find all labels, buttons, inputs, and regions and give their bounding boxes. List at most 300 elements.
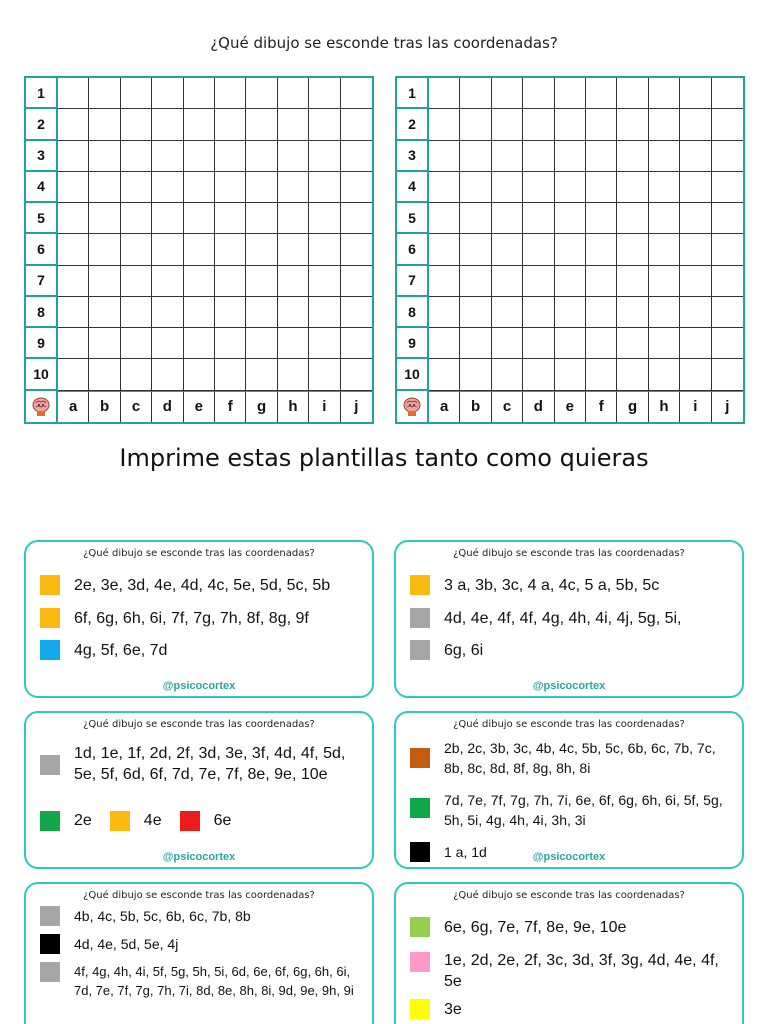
column-label: f [586, 391, 617, 422]
grid-cell[interactable] [586, 359, 617, 390]
clue-item [110, 810, 162, 831]
grid-cell[interactable] [152, 359, 183, 390]
grid-cell[interactable] [523, 328, 554, 359]
grid-cell[interactable] [341, 328, 372, 359]
grid-cell[interactable] [89, 141, 120, 172]
row-label: 7 [397, 266, 429, 297]
row-label: 8 [397, 297, 429, 328]
grid-cell[interactable] [492, 172, 523, 203]
row-label: 2 [26, 109, 58, 140]
clue-text: 4d, 4e, 5d, 5e, 4j [74, 936, 179, 952]
grid-cell[interactable] [617, 203, 648, 234]
row-label: 10 [26, 359, 58, 390]
grid-cell[interactable] [586, 78, 617, 109]
grid-cell[interactable] [278, 266, 309, 297]
grid-cell[interactable] [617, 328, 648, 359]
grid-cell[interactable] [309, 172, 340, 203]
grid-cell[interactable] [523, 172, 554, 203]
grid-cell[interactable] [246, 172, 277, 203]
grid-cell[interactable] [58, 141, 89, 172]
card-title: ¿Qué dibujo se esconde tras las coordenadas? [453, 719, 685, 730]
clue-item [40, 906, 362, 926]
grid-cell[interactable] [460, 109, 491, 140]
grid-cell[interactable] [58, 78, 89, 109]
grid-cell[interactable] [58, 359, 89, 390]
grid-cell[interactable] [523, 266, 554, 297]
grid-cell[interactable] [680, 234, 711, 265]
grid-cell[interactable] [89, 359, 120, 390]
grid-cell[interactable] [429, 297, 460, 328]
grid-cell[interactable] [429, 266, 460, 297]
grid-cell[interactable] [246, 141, 277, 172]
grid-cell[interactable] [712, 141, 743, 172]
grid-cell[interactable] [555, 109, 586, 140]
grid-cell[interactable] [184, 234, 215, 265]
clue-item [40, 640, 362, 661]
grid-cell[interactable] [492, 203, 523, 234]
clue-item [180, 810, 232, 831]
grid-cell[interactable] [680, 328, 711, 359]
grid-cell[interactable] [246, 328, 277, 359]
clue-text: 4e [143, 812, 162, 829]
grid-cell[interactable] [617, 266, 648, 297]
print-instructions: Imprime estas plantillas tanto como quieras [119, 444, 649, 472]
clue-text: 6e, 6g, 7e, 7f, 8e, 9e, 10e [444, 919, 627, 936]
grid-cell[interactable] [680, 297, 711, 328]
grid-cell[interactable] [680, 172, 711, 203]
color-swatch [40, 608, 60, 628]
grid-cell[interactable] [58, 297, 89, 328]
grid-cell[interactable] [184, 172, 215, 203]
grid-cell[interactable] [460, 297, 491, 328]
clue-card-6 [394, 882, 744, 1024]
grid-cell[interactable] [89, 172, 120, 203]
grid-cell[interactable] [309, 141, 340, 172]
grid-cell[interactable] [215, 266, 246, 297]
grid-cell[interactable] [492, 266, 523, 297]
row-label: 10 [397, 359, 429, 390]
grid-cell[interactable] [492, 78, 523, 109]
clue-text: 4d, 4e, 4f, 4f, 4g, 4h, 4i, 4j, 5g, 5i, [444, 610, 682, 627]
row-label: 2 [397, 109, 429, 140]
clue-item [410, 917, 732, 938]
row-label: 3 [397, 141, 429, 172]
color-swatch [40, 906, 60, 926]
grid-cell[interactable] [555, 266, 586, 297]
grid-cell[interactable] [309, 234, 340, 265]
grid-cell[interactable] [121, 328, 152, 359]
color-swatch [410, 640, 430, 660]
coordinate-grid-left [24, 76, 374, 424]
grid-cell[interactable] [649, 109, 680, 140]
grid-cell[interactable] [617, 109, 648, 140]
grid-cell[interactable] [309, 266, 340, 297]
grid-cell[interactable] [152, 141, 183, 172]
grid-cell[interactable] [586, 328, 617, 359]
grid-cell[interactable] [89, 266, 120, 297]
grid-cell[interactable] [246, 297, 277, 328]
grid-cell[interactable] [492, 109, 523, 140]
grid-cell[interactable] [215, 297, 246, 328]
grid-cell[interactable] [341, 109, 372, 140]
grid-cell[interactable] [121, 266, 152, 297]
grid-cell[interactable] [121, 359, 152, 390]
grid-cell[interactable] [121, 172, 152, 203]
grid-cell[interactable] [184, 141, 215, 172]
grid-cell[interactable] [58, 234, 89, 265]
grid-cell[interactable] [649, 203, 680, 234]
grid-cell[interactable] [429, 109, 460, 140]
grid-cell[interactable] [712, 172, 743, 203]
grid-cell[interactable] [586, 297, 617, 328]
clue-item [410, 608, 732, 629]
grid-cell[interactable] [184, 328, 215, 359]
grid-cell[interactable] [492, 359, 523, 390]
grid-cell[interactable] [586, 172, 617, 203]
grid-cell[interactable] [215, 78, 246, 109]
grid-cell[interactable] [523, 78, 554, 109]
column-label: j [712, 391, 743, 422]
card-title: ¿Qué dibujo se esconde tras las coordenadas? [83, 719, 315, 730]
clue-text: 2e [74, 812, 92, 829]
grid-cell[interactable] [58, 328, 89, 359]
row-label: 4 [26, 172, 58, 203]
clue-item [410, 790, 732, 830]
color-swatch [40, 575, 60, 595]
grid-cell[interactable] [58, 266, 89, 297]
grid-cell[interactable] [184, 359, 215, 390]
clue-item [40, 743, 358, 785]
grid-cell[interactable] [215, 328, 246, 359]
grid-cell[interactable] [89, 109, 120, 140]
grid-cell[interactable] [215, 203, 246, 234]
grid-cell[interactable] [278, 78, 309, 109]
column-label: g [617, 391, 648, 422]
grid-cell[interactable] [429, 172, 460, 203]
grid-cell[interactable] [341, 78, 372, 109]
grid-cell[interactable] [246, 203, 277, 234]
grid-cell[interactable] [121, 141, 152, 172]
column-label: d [523, 391, 554, 422]
grid-cell[interactable] [184, 297, 215, 328]
clue-text: 6e [213, 812, 232, 829]
row-label: 7 [26, 266, 58, 297]
grid-cell[interactable] [523, 234, 554, 265]
card-footer-handle: @psicocortex [532, 851, 606, 863]
grid-cell[interactable] [555, 172, 586, 203]
clue-text: 4b, 4c, 5b, 5c, 6b, 6c, 7b, 8b [74, 908, 251, 924]
grid-cell[interactable] [555, 141, 586, 172]
grid-cell[interactable] [680, 78, 711, 109]
grid-cell[interactable] [460, 234, 491, 265]
grid-cell[interactable] [586, 266, 617, 297]
grid-cell[interactable] [152, 328, 183, 359]
grid-cell[interactable] [121, 109, 152, 140]
color-swatch [410, 608, 430, 628]
column-label: a [58, 391, 89, 422]
grid-cell[interactable] [492, 328, 523, 359]
grid-cell[interactable] [215, 109, 246, 140]
grid-cell[interactable] [429, 141, 460, 172]
column-label: i [309, 391, 340, 422]
brain-mascot-icon [397, 391, 429, 422]
color-swatch [410, 575, 430, 595]
coordinate-grid-right [395, 76, 745, 424]
card-footer-handle: @psicocortex [162, 851, 236, 863]
grid-cell[interactable] [712, 203, 743, 234]
grid-cell[interactable] [680, 141, 711, 172]
grid-cell[interactable] [586, 109, 617, 140]
row-label: 5 [26, 203, 58, 234]
grid-cell[interactable] [246, 266, 277, 297]
grid-cell[interactable] [215, 141, 246, 172]
clue-text: 4f, 4g, 4h, 4i, 5f, 5g, 5h, 5i, 6d, 6e, 6f, 6g, 6h, 6i, 7d, 7e, 7f, 7g, 7h, 7i, 8d, 8e, 8h, 8i, 9d, 9e, 9h, 9i [74, 964, 354, 998]
grid-cell[interactable] [649, 141, 680, 172]
grid-cell[interactable] [341, 266, 372, 297]
grid-cell[interactable] [246, 359, 277, 390]
clue-card-4 [394, 711, 744, 869]
column-label: a [429, 391, 460, 422]
color-swatch [40, 755, 60, 775]
row-label: 6 [397, 234, 429, 265]
card-footer-handle: @psicocortex [532, 680, 606, 692]
grid-cell[interactable] [184, 109, 215, 140]
grid-cell[interactable] [278, 141, 309, 172]
grid-cell[interactable] [523, 141, 554, 172]
grid-cell[interactable] [341, 234, 372, 265]
grid-cell[interactable] [341, 297, 372, 328]
row-label: 5 [397, 203, 429, 234]
grid-cell[interactable] [121, 78, 152, 109]
grid-cell[interactable] [460, 359, 491, 390]
grid-cell[interactable] [680, 203, 711, 234]
clue-text: 1d, 1e, 1f, 2d, 2f, 3d, 3e, 3f, 4d, 4f, 5d, 5e, 5f, 6d, 6f, 7d, 7e, 7f, 8e, 9e, 10e [74, 745, 346, 783]
grid-cell[interactable] [341, 359, 372, 390]
clue-item [40, 934, 362, 954]
grid-cell[interactable] [309, 359, 340, 390]
grid-cell[interactable] [309, 78, 340, 109]
grid-cell[interactable] [309, 328, 340, 359]
grid-cell[interactable] [309, 297, 340, 328]
row-label: 1 [397, 78, 429, 109]
grid-cell[interactable] [246, 109, 277, 140]
grid-cell[interactable] [278, 297, 309, 328]
column-label: g [246, 391, 277, 422]
grid-cell[interactable] [246, 78, 277, 109]
grid-cell[interactable] [341, 141, 372, 172]
grid-cell[interactable] [89, 203, 120, 234]
clue-card-5 [24, 882, 374, 1024]
grid-cell[interactable] [586, 203, 617, 234]
color-swatch [40, 962, 60, 982]
grid-cell[interactable] [184, 203, 215, 234]
grid-cell[interactable] [278, 234, 309, 265]
grid-cell[interactable] [712, 109, 743, 140]
grid-cell[interactable] [460, 78, 491, 109]
clue-text: 2e, 3e, 3d, 4e, 4d, 4c, 5e, 5d, 5c, 5b [74, 577, 331, 594]
card-title: ¿Qué dibujo se esconde tras las coordenadas? [83, 548, 315, 559]
grid-cell[interactable] [89, 297, 120, 328]
grid-cell[interactable] [712, 78, 743, 109]
color-swatch [180, 811, 200, 831]
grid-cell[interactable] [617, 297, 648, 328]
grid-cell[interactable] [617, 359, 648, 390]
card-title: ¿Qué dibujo se esconde tras las coordenadas? [453, 548, 685, 559]
grid-cell[interactable] [89, 78, 120, 109]
grid-cell[interactable] [460, 266, 491, 297]
brain-mascot-icon [26, 391, 58, 422]
grid-cell[interactable] [429, 78, 460, 109]
clue-item [410, 738, 732, 778]
color-swatch [40, 811, 60, 831]
grid-cell[interactable] [555, 328, 586, 359]
grid-cell[interactable] [121, 297, 152, 328]
grid-cell[interactable] [184, 78, 215, 109]
column-label: e [184, 391, 215, 422]
grid-cell[interactable] [278, 359, 309, 390]
grid-cell[interactable] [121, 234, 152, 265]
grid-cell[interactable] [460, 328, 491, 359]
grid-cell[interactable] [492, 141, 523, 172]
column-label: d [152, 391, 183, 422]
grid-cell[interactable] [523, 203, 554, 234]
clue-text: 6g, 6i [444, 642, 484, 659]
grid-cell[interactable] [429, 359, 460, 390]
grid-cell[interactable] [586, 234, 617, 265]
column-label: b [460, 391, 491, 422]
clue-text: 3 a, 3b, 3c, 4 a, 4c, 5 a, 5b, 5c [444, 577, 660, 594]
grid-cell[interactable] [555, 203, 586, 234]
grid-cell[interactable] [460, 172, 491, 203]
grid-cell[interactable] [649, 234, 680, 265]
row-label: 6 [26, 234, 58, 265]
grid-cell[interactable] [89, 328, 120, 359]
grid-cell[interactable] [215, 359, 246, 390]
column-label: f [215, 391, 246, 422]
clue-text: 3e [444, 1001, 462, 1018]
grid-cell[interactable] [152, 266, 183, 297]
grid-cell[interactable] [215, 172, 246, 203]
grid-cell[interactable] [341, 203, 372, 234]
grid-cell[interactable] [278, 172, 309, 203]
grid-cell[interactable] [523, 109, 554, 140]
grid-cell[interactable] [555, 297, 586, 328]
grid-cell[interactable] [58, 172, 89, 203]
grid-cell[interactable] [152, 203, 183, 234]
grid-cell[interactable] [555, 234, 586, 265]
card-footer-handle: @psicocortex [162, 680, 236, 692]
color-swatch [40, 640, 60, 660]
grid-cell[interactable] [555, 359, 586, 390]
column-label: c [121, 391, 152, 422]
grid-cell[interactable] [58, 203, 89, 234]
grid-cell[interactable] [523, 359, 554, 390]
grid-cell[interactable] [649, 297, 680, 328]
grid-cell[interactable] [680, 359, 711, 390]
row-label: 4 [397, 172, 429, 203]
grid-cell[interactable] [89, 234, 120, 265]
grid-cell[interactable] [58, 109, 89, 140]
grid-cell[interactable] [460, 141, 491, 172]
color-swatch [110, 811, 130, 831]
grid-cell[interactable] [492, 297, 523, 328]
clue-item [410, 999, 732, 1020]
grid-cell[interactable] [152, 78, 183, 109]
grid-cell[interactable] [341, 172, 372, 203]
clue-text: 2b, 2c, 3b, 3c, 4b, 4c, 5b, 5c, 6b, 6c, 7b, 7c, 8b, 8c, 8d, 8f, 8g, 8h, 8i [444, 740, 716, 776]
clue-item [410, 640, 732, 661]
grid-cell[interactable] [278, 328, 309, 359]
grid-cell[interactable] [649, 359, 680, 390]
grid-cell[interactable] [184, 266, 215, 297]
grid-cell[interactable] [429, 234, 460, 265]
grid-cell[interactable] [278, 203, 309, 234]
grid-cell[interactable] [617, 234, 648, 265]
grid-cell[interactable] [152, 109, 183, 140]
grid-cell[interactable] [152, 234, 183, 265]
grid-cell[interactable] [215, 234, 246, 265]
clue-text: 4g, 5f, 6e, 7d [74, 642, 168, 659]
grid-cell[interactable] [460, 203, 491, 234]
clue-item [40, 608, 362, 629]
grid-cell[interactable] [121, 203, 152, 234]
grid-cell[interactable] [246, 234, 277, 265]
grid-cell[interactable] [712, 359, 743, 390]
grid-cell[interactable] [555, 78, 586, 109]
grid-cell[interactable] [712, 297, 743, 328]
grid-cell[interactable] [649, 172, 680, 203]
grid-cell[interactable] [309, 203, 340, 234]
color-swatch [410, 952, 430, 972]
grid-cell[interactable] [712, 328, 743, 359]
grid-cell[interactable] [278, 109, 309, 140]
grid-cell[interactable] [586, 141, 617, 172]
color-swatch [410, 917, 430, 937]
grid-cell[interactable] [429, 328, 460, 359]
clue-text: 7d, 7e, 7f, 7g, 7h, 7i, 6e, 6f, 6g, 6h, 6i, 5f, 5g, 5h, 5i, 4g, 4h, 4i, 3h, 3i [444, 792, 723, 828]
grid-cell[interactable] [712, 234, 743, 265]
grid-cell[interactable] [617, 172, 648, 203]
grid-cell[interactable] [429, 203, 460, 234]
grid-cell[interactable] [680, 109, 711, 140]
column-label: h [649, 391, 680, 422]
column-label: e [555, 391, 586, 422]
grid-cell[interactable] [649, 78, 680, 109]
grid-cell[interactable] [492, 234, 523, 265]
grid-cell[interactable] [152, 297, 183, 328]
clue-item [40, 810, 92, 831]
grid-cell[interactable] [712, 266, 743, 297]
clue-item [410, 950, 732, 992]
clue-item [40, 962, 362, 1000]
grid-cell[interactable] [617, 141, 648, 172]
grid-cell[interactable] [617, 78, 648, 109]
clue-card-2 [394, 540, 744, 698]
grid-cell[interactable] [680, 266, 711, 297]
grid-cell[interactable] [523, 297, 554, 328]
clue-text: 1e, 2d, 2e, 2f, 3c, 3d, 3f, 3g, 4d, 4e, 4f, 5e [444, 952, 719, 990]
row-label: 1 [26, 78, 58, 109]
clue-card-3 [24, 711, 374, 869]
grid-cell[interactable] [309, 109, 340, 140]
card-title: ¿Qué dibujo se esconde tras las coordenadas? [83, 890, 315, 901]
row-label: 9 [397, 328, 429, 359]
column-label: j [341, 391, 372, 422]
grid-cell[interactable] [152, 172, 183, 203]
grid-cell[interactable] [649, 266, 680, 297]
grid-cell[interactable] [649, 328, 680, 359]
color-swatch [410, 999, 430, 1019]
